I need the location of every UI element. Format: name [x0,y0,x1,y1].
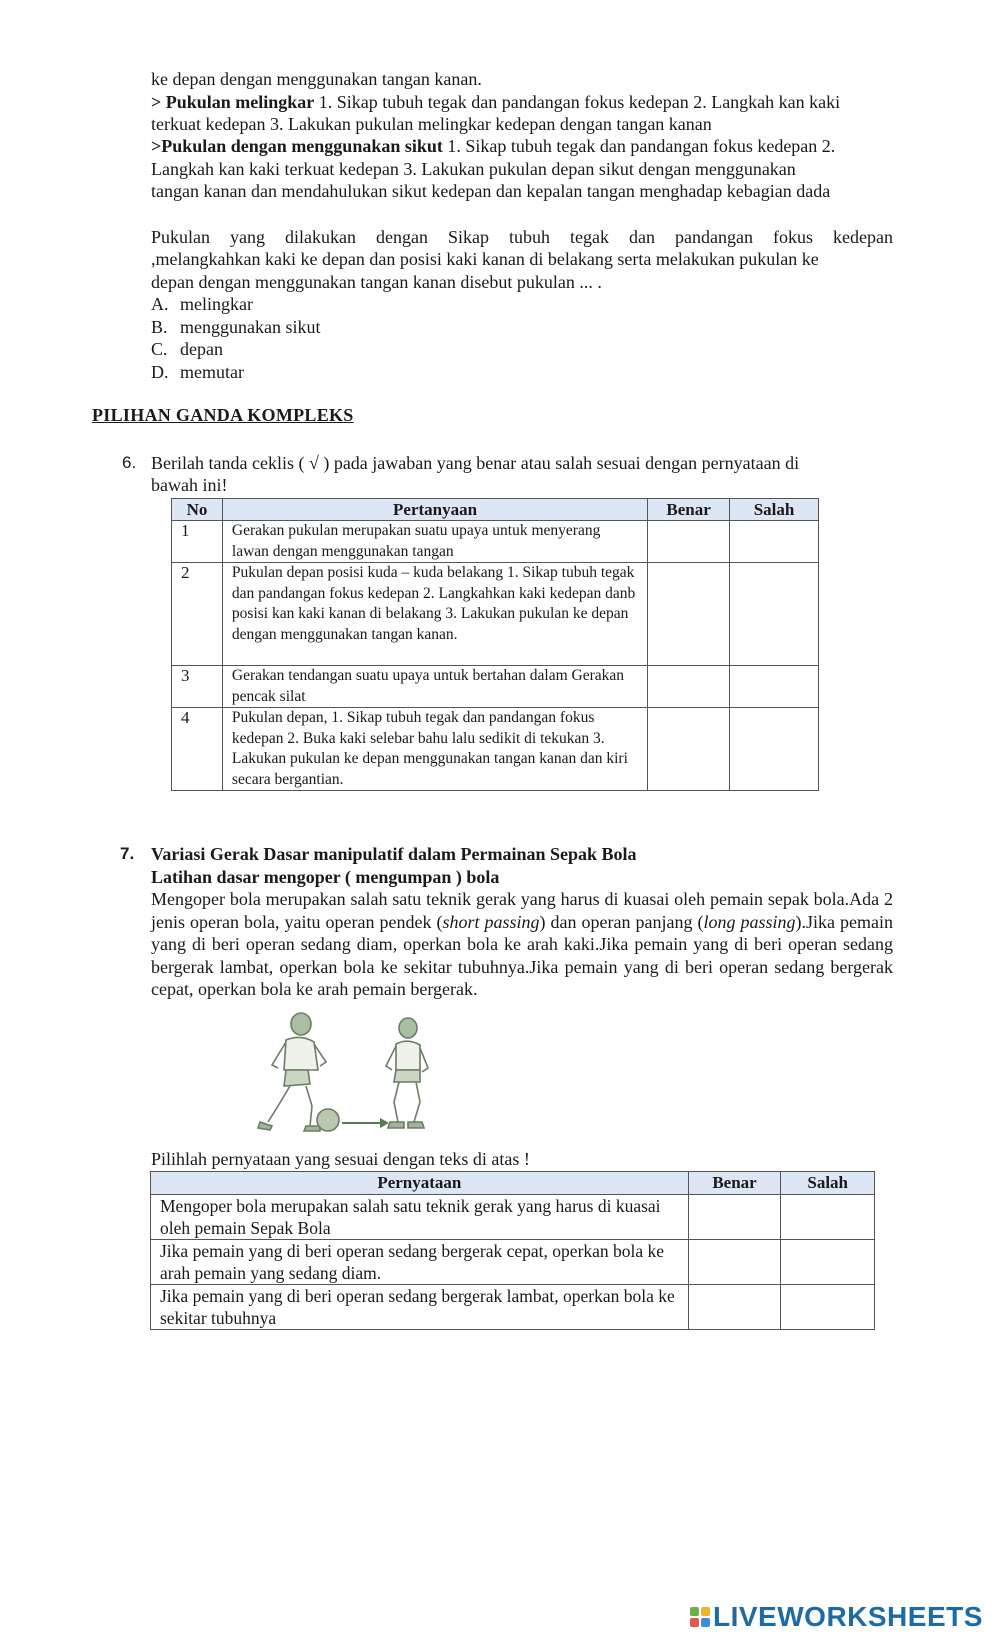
question7-number: 7. [120,844,135,863]
answer-true-cell[interactable] [648,563,730,666]
sikut-paragraph [151,135,891,158]
logo-square-blue [701,1618,710,1627]
term-long-passing: long passing [703,911,796,932]
row-statement: Jika pemain yang di beri operan sedang bergerak lambat, operkan bola ke sekitar tubuhnya [151,1285,689,1330]
header-true: Benar [648,499,730,521]
answer-false-cell[interactable] [781,1240,875,1285]
intro-line: ke depan dengan menggunakan tangan kanan. [151,69,482,89]
row-question: Gerakan tendangan suatu upaya untuk bertahan dalam Gerakan pencak silat [222,666,647,708]
question5-stem-line3: depan dengan menggunakan tangan kanan disebut pukulan ... . [151,272,602,292]
table-row [151,1285,875,1330]
paragraph-part: Mengoper bola merupakan salah satu teknik gerak yang harus di kuasai oleh pemain sepak bola.Ada 2 jenis operan bola, yaitu operan pendek ( [151,889,893,932]
answer-false-cell[interactable] [730,708,819,791]
question7-title: Variasi Gerak Dasar manipulatif dalam Permainan Sepak Bola [151,844,637,864]
question5-stem-line2: ,melangkahkan kaki ke depan dan posisi kaki kanan di belakang serta melakukan pukulan ke [151,249,819,269]
table-header-row [172,499,819,521]
liveworksheets-logo [690,1601,983,1633]
paragraph-part: ).Jika pemain yang di beri operan sedang diam, operkan bola ke arah kaki.Jika pemain yang di beri operan sedang bergerak lambat, operkan bola ke sekitar tubuhnya.Jika pemain yang di beri operan sedang bergerak cepat, operkan bola ke arah pemain bergerak. [151,911,893,999]
option-d[interactable] [151,361,244,383]
answer-true-cell[interactable] [688,1195,781,1240]
question6-instruction-line2: bawah ini! [151,475,228,495]
ball-icon [317,1109,339,1131]
row-question: Gerakan pukulan merupakan suatu upaya untuk menyerang lawan dengan menggunakan tangan [222,521,647,563]
question7-subtitle: Latihan dasar mengoper ( mengumpan ) bola [151,867,500,887]
header-no: No [172,499,223,521]
row-statement: Mengoper bola merupakan salah satu teknik gerak yang harus di kuasai oleh pemain Sepak Bola [151,1195,689,1240]
paragraph-part: ) dan operan panjang ( [539,911,704,932]
answer-false-cell[interactable] [730,563,819,666]
question7-instruction: Pilihlah pernyataan yang sesuai dengan teks di atas ! [151,1149,530,1169]
header-true: Benar [688,1172,781,1195]
option-letter: B. [151,317,168,337]
answer-true-cell[interactable] [688,1240,781,1285]
table-row [151,1195,875,1240]
answer-false-cell[interactable] [730,666,819,708]
question7-table [150,1171,875,1330]
logo-square-green [690,1607,699,1616]
option-text: menggunakan sikut [180,317,321,337]
melingkar-paragraph [151,91,891,114]
logo-text: LIVEWORKSHEETS [713,1601,983,1632]
header-false: Salah [781,1172,875,1195]
row-question: Pukulan depan, 1. Sikap tubuh tegak dan pandangan fokus kedepan 2. Buka kaki selebar bahu lalu sedikit di tekukan 3. Lakukan pukulan ke depan menggunakan tangan kanan dan kiri secara bergantian. [222,708,647,791]
pass-arrow-icon [342,1118,389,1128]
header-false: Salah [730,499,819,521]
melingkar-text: 1. Sikap tubuh tegak dan pandangan fokus kedepan 2. Langkah kan kaki [314,92,841,112]
melingkar-text-line2: terkuat kedepan 3. Lakukan pukulan melingkar kedepan dengan tangan kanan [151,114,712,134]
table-header-row [151,1172,875,1195]
answer-false-cell[interactable] [730,521,819,563]
option-text: depan [180,339,223,359]
option-b[interactable] [151,316,320,338]
sikut-label: >Pukulan dengan menggunakan sikut [151,136,443,156]
table-row [172,563,819,666]
answer-true-cell[interactable] [648,521,730,563]
answer-false-cell[interactable] [781,1285,875,1330]
table-row [172,666,819,708]
table-row [151,1240,875,1285]
table-row [172,521,819,563]
question6-number: 6. [122,453,137,472]
option-c[interactable] [151,338,223,360]
row-question: Pukulan depan posisi kuda – kuda belakang 1. Sikap tubuh tegak dan pandangan fokus kedepan 2. Langkahkan kaki kedepan danb posisi kan kaki kanan di belakang 3. Lakukan pukulan ke depan dengan menggunakan tangan kanan. [222,563,647,666]
sikut-text-line3: tangan kanan dan mendahulukan sikut kedepan dan kepalan tangan menghadap kebagian dada [151,181,831,201]
term-short-passing: short passing [442,911,540,932]
row-statement: Jika pemain yang di beri operan sedang bergerak cepat, operkan bola ke arah pemain yang sedang diam. [151,1240,689,1285]
question7-paragraph [151,888,893,1001]
row-number: 3 [172,666,223,708]
answer-false-cell[interactable] [781,1195,875,1240]
header-statement: Pernyataan [151,1172,689,1195]
logo-square-red [690,1618,699,1627]
option-letter: C. [151,339,168,359]
option-a[interactable] [151,293,253,315]
logo-square-yellow [701,1607,710,1616]
sikut-text: 1. Sikap tubuh tegak dan pandangan fokus kedepan 2. [442,136,836,156]
option-letter: D. [151,362,169,382]
option-text: melingkar [180,294,253,314]
option-text: memutar [180,362,244,382]
header-question: Pertanyaan [222,499,647,521]
table-row [172,708,819,791]
player-kicking [258,1013,326,1131]
question6-table [171,498,819,791]
answer-true-cell[interactable] [648,666,730,708]
sikut-text-line2: Langkah kan kaki terkuat kedepan 3. Lakukan pukulan depan sikut dengan menggunakan [151,159,796,179]
question6-instruction-line1: Berilah tanda ceklis ( √ ) pada jawaban yang benar atau salah sesuai dengan pernyataan di [151,453,800,473]
liveworksheets-logo-icon [690,1607,710,1627]
row-number: 2 [172,563,223,666]
option-letter: A. [151,294,169,314]
player-receiving [386,1018,428,1128]
row-number: 4 [172,708,223,791]
answer-true-cell[interactable] [648,708,730,791]
passing-illustration [248,1010,438,1134]
section-heading: PILIHAN GANDA KOMPLEKS [92,405,354,425]
answer-true-cell[interactable] [688,1285,781,1330]
melingkar-label: > Pukulan melingkar [151,92,315,112]
question5-stem-line1: Pukulan yang dilakukan dengan Sikap tubuh tegak dan pandangan fokus kedepan [151,227,893,247]
row-number: 1 [172,521,223,563]
